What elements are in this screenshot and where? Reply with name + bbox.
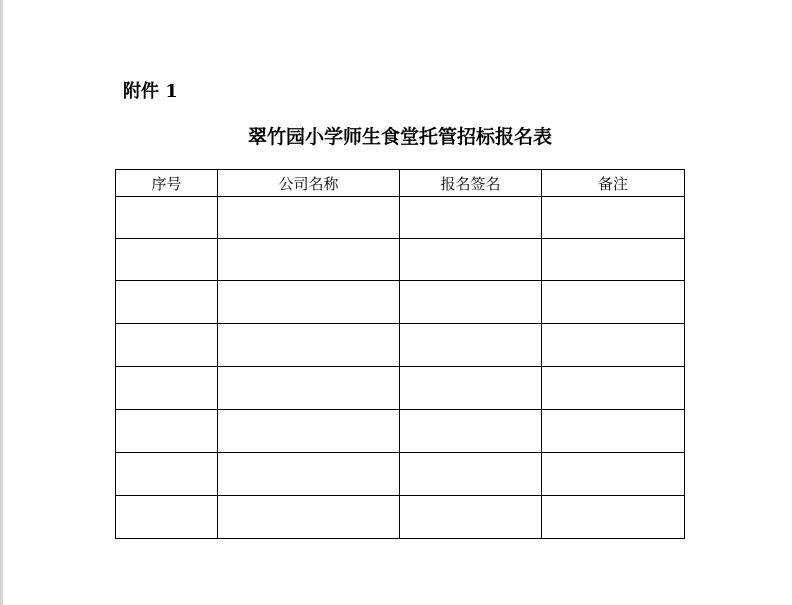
cell-remarks [542,281,685,324]
cell-remarks [542,324,685,367]
cell-signature [400,367,542,410]
cell-serial-number [116,239,218,281]
cell-serial-number [116,367,218,410]
table-row [116,367,685,410]
cell-signature [400,197,542,239]
cell-serial-number [116,453,218,496]
attachment-label: 附件 1 [123,81,178,102]
form-title: 翠竹园小学师生食堂托管招标报名表 [247,126,552,148]
table-header-row [116,170,685,197]
table-row [116,281,685,324]
table-row [116,453,685,496]
cell-signature [400,410,542,453]
cell-remarks [542,197,685,239]
cell-serial-number [116,324,218,367]
cell-remarks [542,239,685,281]
cell-signature [400,324,542,367]
cell-serial-number [116,197,218,239]
cell-signature [400,281,542,324]
cell-signature [400,453,542,496]
cell-company-name [218,239,400,281]
cell-company-name [218,367,400,410]
table-row [116,197,685,239]
cell-company-name [218,496,400,539]
table-row [116,324,685,367]
cell-remarks [542,453,685,496]
table-row [116,239,685,281]
cell-company-name [218,410,400,453]
cell-signature [400,496,542,539]
table-row [116,496,685,539]
cell-company-name [218,453,400,496]
cell-serial-number [116,410,218,453]
page-left-edge [0,0,3,605]
cell-company-name [218,281,400,324]
cell-remarks [542,367,685,410]
cell-remarks [542,410,685,453]
cell-signature [400,239,542,281]
cell-remarks [542,496,685,539]
header-serial-number: 序号 [116,170,218,197]
cell-serial-number [116,281,218,324]
registration-table [115,169,685,539]
header-company-name: 公司名称 [218,170,400,197]
header-remarks: 备注 [542,170,685,197]
header-signature: 报名签名 [400,170,542,197]
cell-company-name [218,324,400,367]
table-row [116,410,685,453]
cell-company-name [218,197,400,239]
cell-serial-number [116,496,218,539]
